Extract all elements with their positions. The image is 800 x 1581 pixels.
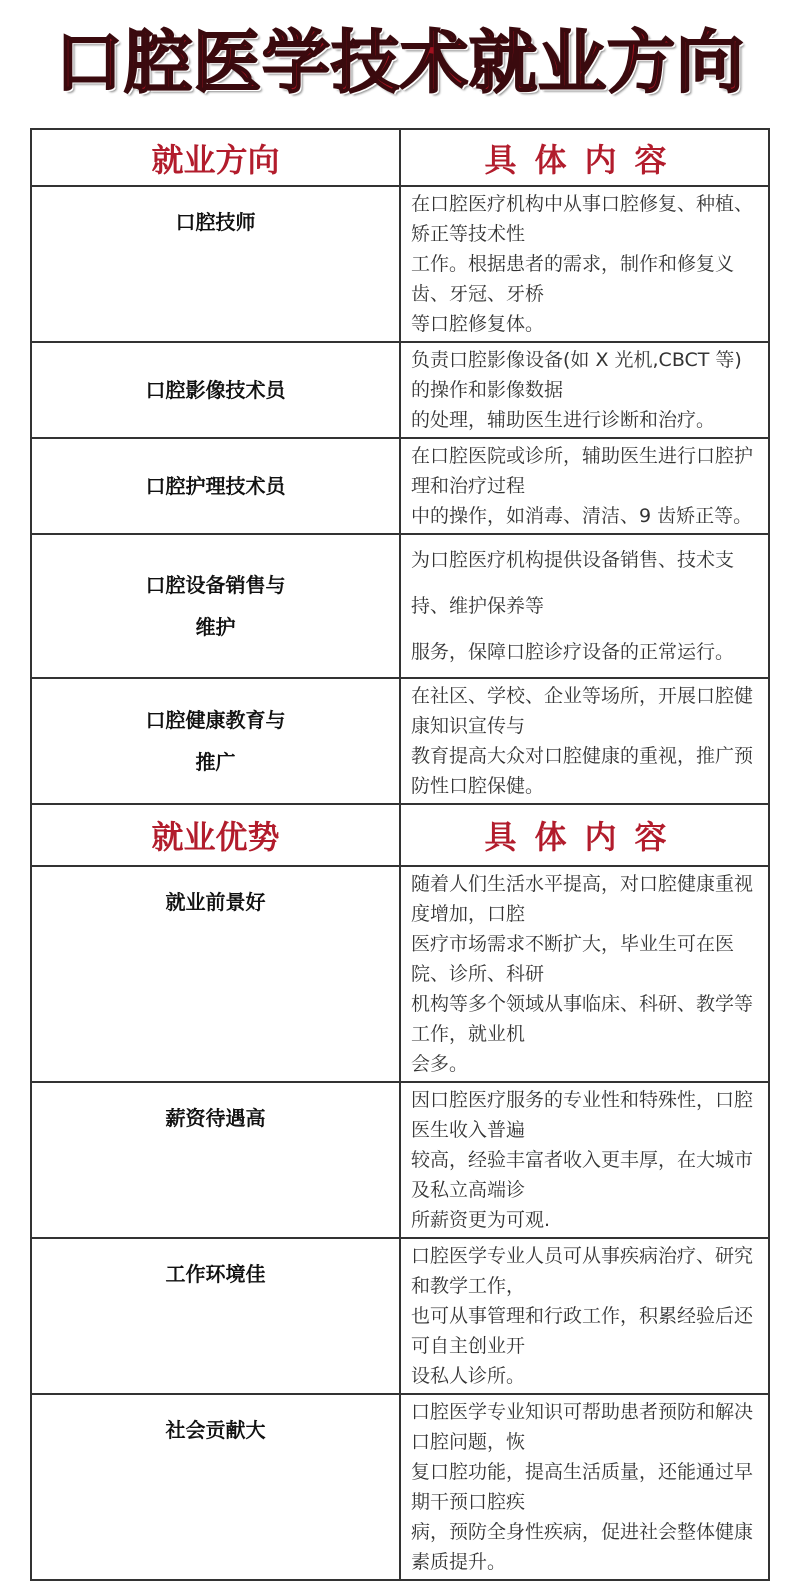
- row-key: [31, 438, 400, 534]
- section-header-key: 就业方向: [31, 129, 400, 186]
- table-row: [31, 342, 769, 438]
- row-key: [31, 534, 400, 678]
- table-row: [31, 678, 769, 804]
- row-key-line: 薪资待遇高: [165, 1106, 266, 1130]
- row-key-line: 口腔技师: [175, 210, 256, 234]
- row-key-line: 社会贡献大: [165, 1418, 266, 1442]
- row-content-line: 会多。: [411, 1053, 469, 1075]
- table-row: [31, 438, 769, 534]
- row-key: [31, 1238, 400, 1394]
- row-content: [400, 534, 769, 678]
- row-key-line: 维护: [195, 615, 236, 639]
- table-row: [31, 1082, 769, 1238]
- row-content: [400, 342, 769, 438]
- table-row: [31, 1238, 769, 1394]
- row-content: [400, 1238, 769, 1394]
- row-key-line: 口腔设备销售与: [145, 573, 286, 597]
- row-content: [400, 438, 769, 534]
- section-header-value: 具体内容: [400, 129, 769, 186]
- page-title: 口腔医学技术就业方向: [54, 23, 745, 103]
- row-content-line: 复口腔功能，提高生活质量，还能通过早期干预口腔疾: [411, 1461, 754, 1513]
- career-table: [30, 128, 770, 1581]
- row-content: [400, 186, 769, 342]
- row-content: [400, 678, 769, 804]
- row-content-line: 病，预防全身性疾病，促进社会整体健康素质提升。: [411, 1521, 754, 1573]
- row-content-line: 等口腔修复体。: [411, 313, 545, 335]
- row-key: [31, 1394, 400, 1580]
- row-key-line: 口腔护理技术员: [145, 474, 286, 498]
- row-content: [400, 1082, 769, 1238]
- row-content-line: 机构等多个领域从事临床、科研、教学等工作，就业机: [411, 993, 754, 1045]
- row-key: [31, 1082, 400, 1238]
- section-header-value: 具体内容: [400, 804, 769, 866]
- table-row: [31, 1394, 769, 1580]
- row-content-line: 设私人诊所。: [411, 1365, 526, 1387]
- row-key-line: 推广: [195, 750, 236, 774]
- row-content-line: 在口腔医院或诊所，辅助医生进行口腔护理和治疗过程: [411, 445, 754, 497]
- row-content-line: 在社区、学校、企业等场所，开展口腔健康知识宣传与: [411, 685, 754, 737]
- row-content-line: 口腔医学专业人员可从事疾病治疗、研究和教学工作，: [411, 1245, 754, 1297]
- table-row: [31, 534, 769, 678]
- row-key: [31, 342, 400, 438]
- row-content: [400, 866, 769, 1082]
- row-content-line: 较高，经验丰富者收入更丰厚，在大城市及私立高端诊: [411, 1149, 754, 1201]
- section-header-key: 就业优势: [31, 804, 400, 866]
- row-content-line: 的处理，辅助医生进行诊断和治疗。: [411, 409, 716, 431]
- row-key: [31, 186, 400, 342]
- section-header-row: [31, 804, 769, 866]
- row-key: [31, 678, 400, 804]
- row-content: [400, 1394, 769, 1580]
- row-content-line: 因口腔医疗服务的专业性和特殊性，口腔医生收入普遍: [411, 1089, 754, 1141]
- row-key-line: 口腔影像技术员: [145, 378, 286, 402]
- table-row: [31, 186, 769, 342]
- row-content-line: 医疗市场需求不断扩大，毕业生可在医院、诊所、科研: [411, 933, 735, 985]
- row-content-line: 口腔医学专业知识可帮助患者预防和解决口腔问题，恢: [411, 1401, 754, 1453]
- row-key: [31, 866, 400, 1082]
- row-content-line: 教育提高大众对口腔健康的重视，推广预防性口腔保健。: [411, 745, 754, 797]
- row-content-line: 也可从事管理和行政工作，积累经验后还可自主创业开: [411, 1305, 754, 1357]
- row-content-line: 工作。根据患者的需求，制作和修复义齿、牙冠、牙桥: [411, 253, 735, 305]
- row-content-line: 随着人们生活水平提高，对口腔健康重视度增加，口腔: [411, 873, 754, 925]
- row-content-line: 服务，保障口腔诊疗设备的正常运行。: [411, 641, 735, 663]
- table-row: [31, 866, 769, 1082]
- row-key-line: 口腔健康教育与: [145, 708, 286, 732]
- section-header-row: [31, 129, 769, 186]
- row-content-line: 负责口腔影像设备(如 X 光机,CBCT 等)的操作和影像数据: [411, 349, 742, 401]
- row-content-line: 在口腔医疗机构中从事口腔修复、种植、矫正等技术性: [411, 193, 754, 245]
- row-content-line: 所薪资更为可观.: [411, 1209, 551, 1231]
- row-content-line: 为口腔医疗机构提供设备销售、技术支持、维护保养等: [411, 549, 735, 617]
- row-key-line: 就业前景好: [165, 890, 266, 914]
- row-content-line: 中的操作，如消毒、清洁、9 齿矫正等。: [411, 505, 753, 527]
- row-key-line: 工作环境佳: [165, 1262, 266, 1286]
